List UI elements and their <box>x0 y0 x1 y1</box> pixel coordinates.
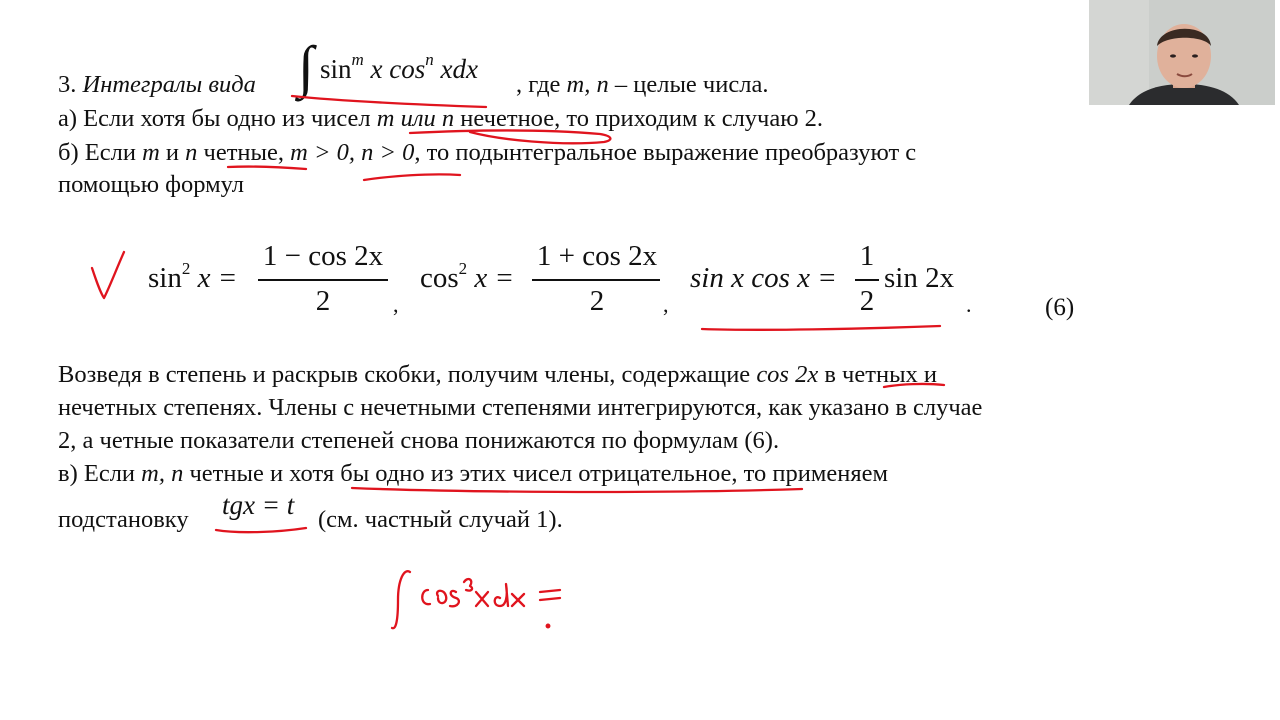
underline-substitution <box>216 528 306 532</box>
presenter-figure <box>1089 0 1275 105</box>
case-v-mid: четные и <box>189 460 284 487</box>
case-v-substitution-label: подстановку <box>58 506 189 533</box>
case-b-even: четные <box>203 139 278 166</box>
f2-cos: cos <box>420 262 459 294</box>
integers-text: – целые числа. <box>614 71 769 98</box>
f1-denominator: 2 <box>315 285 331 317</box>
case-b-prefix: б) Если <box>58 139 136 166</box>
para-l2: нечетных степенях. Члены с нечетными степенями интегрируются, как указано в случае <box>58 394 983 421</box>
para-l3: 2, а четные показатели степеней снова понижаются по формулам (6). <box>58 427 780 454</box>
case-a-prefix: а) Если хотя бы одно из чисел <box>58 105 371 132</box>
section-number: 3. <box>58 71 77 98</box>
where-text: , где <box>516 71 561 98</box>
comma-2: , <box>663 292 669 317</box>
f1-numerator: 1 − cos 2x <box>262 240 384 272</box>
case-b: б) Если m и n четные, m > 0, n > 0, то подынтегральное выражение преобразуют с <box>58 139 917 166</box>
underline-integral <box>292 96 486 107</box>
case-a-m-or-n: m или n <box>376 105 455 132</box>
case-b-rest: , то подынтегральное выражение преобразуют с <box>414 139 917 166</box>
case-b-n: n <box>185 139 198 166</box>
handwritten-equals <box>540 590 560 600</box>
formula-number: (6) <box>1045 294 1075 321</box>
case-b-condition: m > 0, n > 0 <box>290 139 415 166</box>
f1-sin: sin <box>148 262 182 294</box>
handwritten-cos <box>422 590 459 606</box>
case-v-negative: хотя бы одно из этих чисел отрицательное <box>289 460 732 487</box>
case-b-m: m <box>142 139 160 166</box>
f2-x: x = <box>474 262 515 294</box>
f2-numerator: 1 + cos 2x <box>536 240 658 272</box>
presenter-webcam <box>1089 0 1275 105</box>
underline-m-or-n-odd <box>410 130 610 143</box>
formula-end-dot: . <box>966 292 972 317</box>
handwritten-exponent <box>464 579 472 591</box>
para-l1-a: Возведя в степень и раскрыв скобки, получим члены, содержащие <box>58 361 751 388</box>
x-cos: x cos <box>370 54 426 84</box>
f3-sin2x: sin 2x <box>884 262 955 294</box>
exp-n: n <box>425 50 434 69</box>
case-v-rest: , то применяем <box>731 460 889 487</box>
ink-dot <box>547 625 550 628</box>
exp-m: m <box>351 50 364 69</box>
handwritten-dx <box>495 584 524 606</box>
formula-sincos: sin x cos x = <box>690 262 837 294</box>
underline-even <box>228 167 306 169</box>
underline-condition <box>364 174 460 180</box>
f2-denominator: 2 <box>589 285 605 317</box>
underline-cos2x <box>884 384 944 387</box>
checkmark-icon <box>92 252 124 298</box>
handwritten-integral-sign <box>392 571 410 628</box>
xdx: xdx <box>440 54 478 84</box>
f1-x: x = <box>197 262 238 294</box>
integral-sign: ∫ <box>298 34 314 99</box>
underline-sincos <box>702 326 940 330</box>
case-v-reference: (см. частный случай 1). <box>318 506 563 533</box>
underline-negative <box>352 488 802 492</box>
section-title: Интегралы вида <box>82 71 256 98</box>
para-l1-b: в четных и <box>824 361 938 388</box>
handwritten-x <box>476 592 488 606</box>
case-a-odd: нечетное <box>460 105 555 132</box>
f3-denominator: 2 <box>859 285 875 317</box>
case-a-rest: , то приходим к случаю 2. <box>554 105 824 132</box>
sin-label: sin <box>320 54 352 84</box>
case-v-prefix: в) Если <box>58 460 136 487</box>
f1-exp: 2 <box>181 259 191 278</box>
case-b-and: и <box>165 139 180 166</box>
mn-text: m, n <box>566 71 609 98</box>
comma-1: , <box>393 292 399 317</box>
para-cos2x: cos 2x <box>756 361 819 388</box>
case-b-formulas-text: помощью формул <box>58 171 245 198</box>
case-v-mn: m, n <box>141 460 184 487</box>
substitution-formula: tgx = t <box>222 490 295 520</box>
f3-numerator: 1 <box>859 240 875 272</box>
f2-exp: 2 <box>458 259 468 278</box>
